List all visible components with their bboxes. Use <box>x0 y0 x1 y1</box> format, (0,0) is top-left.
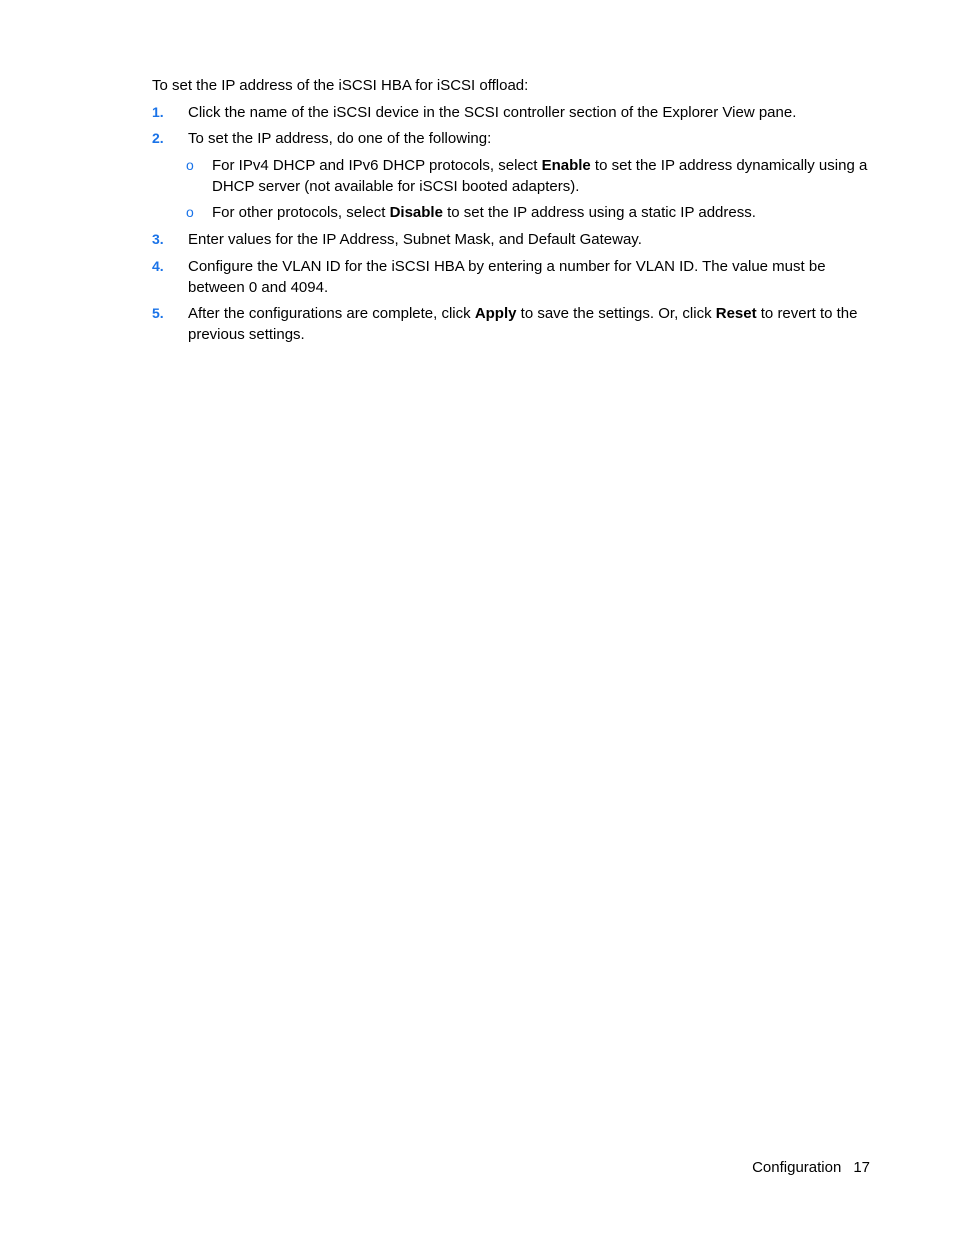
step-text: To set the IP address, do one of the following: <box>188 130 492 147</box>
page-number: 17 <box>853 1159 870 1176</box>
step-number: 4. <box>152 258 164 274</box>
step-number: 5. <box>152 305 164 321</box>
step-text: Configure the VLAN ID for the iSCSI HBA by entering a number for VLAN ID. The value must be between 0 and 4094. <box>188 258 826 296</box>
intro-text: To set the IP address of the iSCSI HBA for iSCSI offload: <box>152 77 529 94</box>
substep-disable <box>186 202 872 223</box>
step-1 <box>152 102 872 123</box>
step-number: 2. <box>152 130 164 146</box>
reset-label: Reset <box>715 305 757 322</box>
step-3 <box>152 229 872 250</box>
bullet-icon: o <box>186 157 194 173</box>
step-5 <box>152 303 872 345</box>
step-4 <box>152 256 872 298</box>
step-text: After the configurations are complete, click Apply to save the settings. Or, click Reset to revert to the previous settings. <box>188 305 858 343</box>
substep-text: For other protocols, select Disable to set the IP address using a static IP address. <box>212 204 756 221</box>
step-2 <box>152 128 872 149</box>
step-number: 1. <box>152 104 164 120</box>
page-footer <box>752 1157 870 1178</box>
step-number: 3. <box>152 231 164 247</box>
bullet-icon: o <box>186 204 194 220</box>
substep-enable <box>186 155 872 197</box>
enable-label: Enable <box>541 157 591 174</box>
disable-label: Disable <box>389 204 443 221</box>
substep-text: For IPv4 DHCP and IPv6 DHCP protocols, select Enable to set the IP address dynamically using a DHCP server (not available for iSCSI booted adapters). <box>212 157 868 195</box>
apply-label: Apply <box>474 305 517 322</box>
step-text: Enter values for the IP Address, Subnet Mask, and Default Gateway. <box>188 231 642 248</box>
footer-section: Configuration <box>752 1159 842 1176</box>
step-text: Click the name of the iSCSI device in the SCSI controller section of the Explorer View pane. <box>188 104 797 121</box>
